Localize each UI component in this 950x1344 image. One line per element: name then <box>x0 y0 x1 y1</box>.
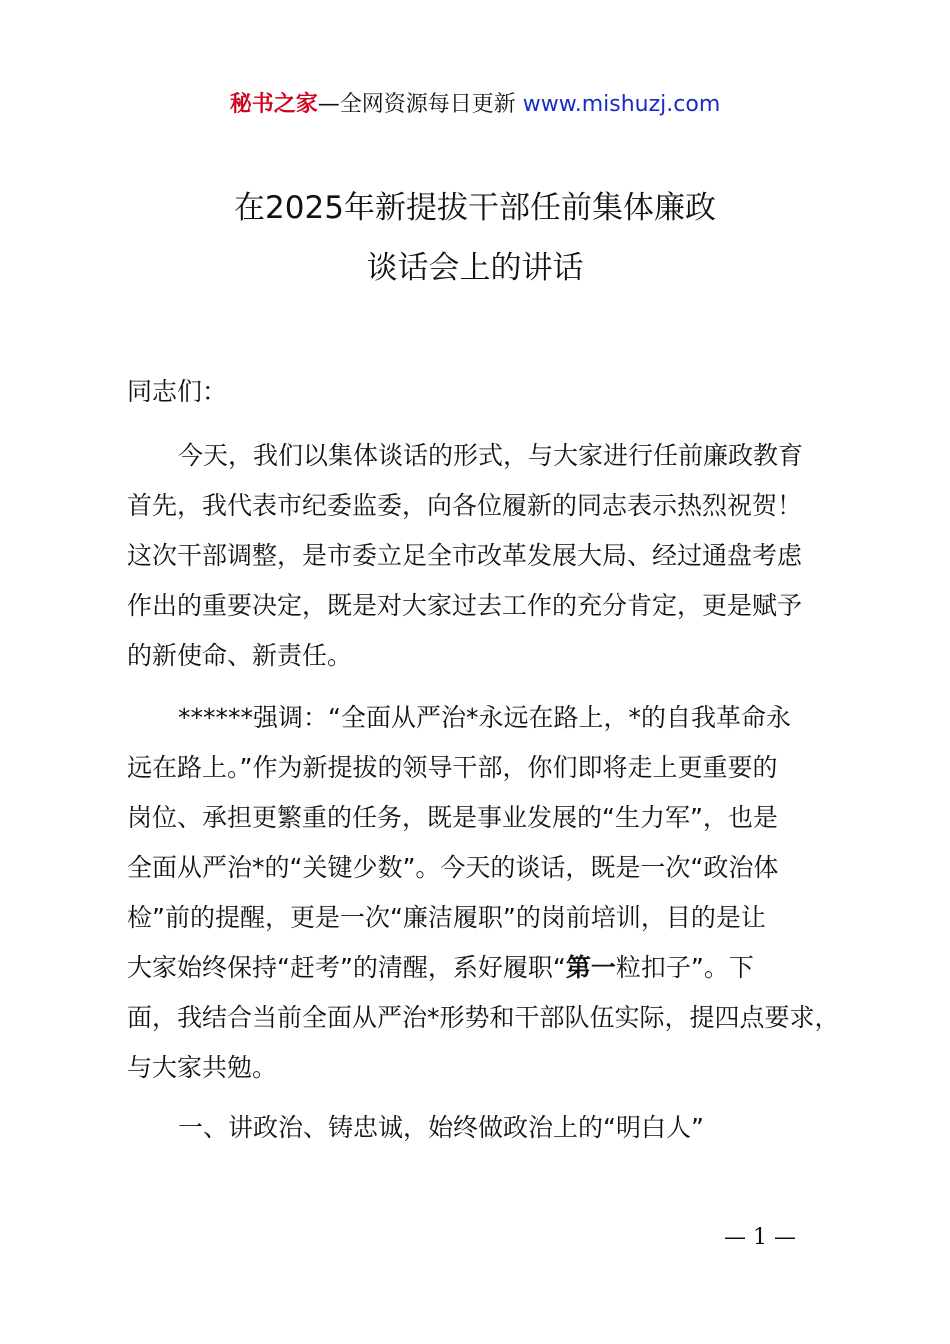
paragraph-2-line: 与大家共勉。 <box>127 1053 278 1082</box>
brand-name: 秘书之家 <box>229 92 318 117</box>
paragraph-2-text: 大家始终保持“赶考”的清醒，系好履职“ <box>127 953 566 982</box>
paragraph-2-line: 全面从严治*的“关键少数”。今天的谈话，既是一次“政治体 <box>127 853 779 882</box>
paragraph-2-line: 面，我结合当前全面从严治*形势和干部队伍实际，提四点要求， <box>127 1003 840 1032</box>
paragraph-2-line: 检”前的提醒，更是一次“廉洁履职”的岗前培训，目的是让 <box>127 903 766 932</box>
page-number: — 1 — <box>724 1225 796 1250</box>
site-header <box>0 88 950 122</box>
paragraph-2-line: 岗位、承担更繁重的任务，既是事业发展的“生力军”，也是 <box>127 803 778 832</box>
paragraph-2-text: 粒扣子”。下 <box>615 953 754 982</box>
paragraph-1-line: 首先，我代表市纪委监委，向各位履新的同志表示热烈祝贺！ <box>127 491 803 520</box>
salutation: 同志们： <box>127 377 228 406</box>
paragraph-2-line: 远在路上。”作为新提拔的领导干部，你们即将走上更重要的 <box>127 753 778 782</box>
paragraph-1-line: 今天，我们以集体谈话的形式，与大家进行任前廉政教育 <box>178 441 804 470</box>
paragraph-1-line: 作出的重要决定，既是对大家过去工作的充分肯定，更是赋予 <box>127 591 803 620</box>
website-link[interactable]: www.mishuzj.com <box>522 92 721 117</box>
paragraph-2-line <box>127 950 754 986</box>
document-title-line-2: 谈话会上的讲话 <box>366 250 584 286</box>
paragraph-2-line: ******强调：“全面从严治*永远在路上，*的自我革命永 <box>178 703 791 732</box>
document-title-line-1: 在2025年新提拔干部任前集体廉政 <box>234 190 716 226</box>
paragraph-1-line: 的新使命、新责任。 <box>127 641 353 670</box>
emphasized-text: 第一 <box>565 953 616 982</box>
header-tagline: —全网资源每日更新 <box>317 92 523 117</box>
paragraph-1-line: 这次干部调整，是市委立足全市改革发展大局、经过通盘考虑 <box>127 541 803 570</box>
section-heading-1: 一、讲政治、铸忠诚，始终做政治上的“明白人” <box>178 1113 704 1142</box>
